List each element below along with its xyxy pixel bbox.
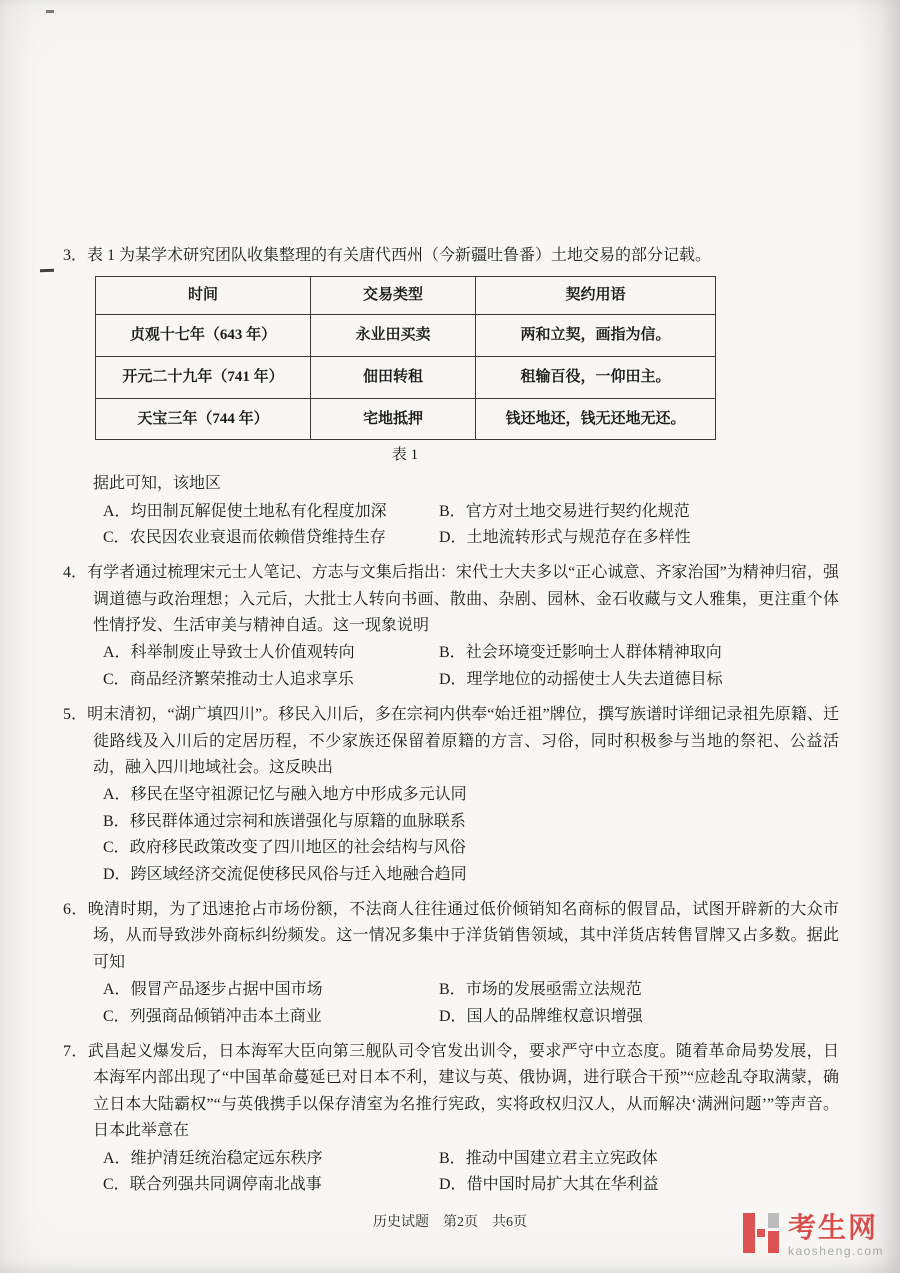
table-cell: 贞观十七年（643 年）: [96, 315, 311, 357]
option-d: [439, 1172, 839, 1198]
table-cell: 租输百役，一仰田主。: [476, 356, 716, 398]
option-d: [439, 667, 839, 693]
question-4: [63, 560, 839, 693]
option-c: [103, 835, 839, 861]
option-label: B．: [439, 981, 466, 999]
option-label: B．: [439, 644, 466, 662]
option-text: 商品经济繁荣推动士人追求享乐: [129, 670, 354, 688]
option-label: C．: [103, 1007, 130, 1025]
option-label: C．: [103, 528, 130, 546]
option-c: [103, 1172, 433, 1198]
table-header-row: [96, 277, 716, 315]
table-cell: 两和立契，画指为信。: [476, 315, 716, 357]
option-label: A．: [103, 1149, 131, 1167]
option-b: [439, 499, 839, 525]
kaosheng-logo-icon: [743, 1212, 779, 1259]
question-6-stem: [63, 897, 839, 976]
option-a: [103, 782, 839, 808]
question-7: [63, 1039, 839, 1198]
option-a: [103, 977, 433, 1003]
question-6: [63, 897, 839, 1030]
option-text: 均田制瓦解促使土地私有化程度加深: [130, 502, 387, 520]
question-4-text: 有学者通过梳理宋元士人笔记、方志与文集后指出：宋代士大夫多以“正心诚意、齐家治国”为精神归宿，强调道德与政治理想；入元后，大批士人转向书画、散曲、杂剧、园林、金石收藏与文人雅集，更注重个体性情抒发、生活审美与精神自适。这一现象说明: [87, 564, 839, 635]
question-3: [63, 243, 839, 551]
option-label: B．: [103, 812, 130, 830]
option-text: 假冒产品逐步占据中国市场: [130, 981, 323, 999]
question-5-text: 明末清初，“湖广填四川”。移民入川后，多在宗祠内供奉“始迁祖”牌位，撰写族谱时详细记录祖先原籍、迁徙路线及入川后的定居历程，不少家族还保留着原籍的方言、习俗，同时积极参与当地的祭祀、公益活动，融入四川地域社会。这反映出: [87, 706, 839, 777]
scan-artifact-top: [46, 10, 54, 13]
option-d: [439, 525, 839, 551]
question-3-stem: [63, 243, 839, 269]
option-text: 农民因农业衰退而依赖借贷维持生存: [129, 528, 386, 546]
option-text: 移民在坚守祖源记忆与融入地方中形成多元认同: [130, 786, 467, 804]
option-d: [103, 862, 839, 888]
question-7-text: 武昌起义爆发后，日本海军大臣向第三舰队司令官发出训令，要求严守中立态度。随着革命局势发展，日本海军内部出现了“中国革命蔓延已对日本不利，建议与英、俄协调，进行联合干预”“应趁乱夺取满蒙，确立日本大陆霸权”“与英俄携手以保存清室为名推行宪政，实将政权归汉人，从而解决‘满洲问题’”等声音。日本此举意在: [87, 1042, 839, 1140]
question-4-stem: [63, 560, 839, 639]
exam-content: [63, 243, 839, 1207]
table-cell: 开元二十九年（741 年）: [96, 356, 311, 398]
option-label: C．: [103, 1175, 130, 1193]
table-header-terms: 契约用语: [476, 277, 716, 315]
option-label: B．: [439, 502, 466, 520]
option-text: 社会环境变迁影响士人群体精神取向: [465, 644, 722, 662]
question-7-stem: [63, 1039, 839, 1145]
brand-text-column: [788, 1213, 884, 1258]
option-label: A．: [103, 502, 131, 520]
table-header-type: 交易类型: [311, 277, 476, 315]
land-transaction-table: [95, 276, 716, 440]
option-b: [439, 977, 839, 1003]
question-7-number: 7．: [63, 1042, 88, 1060]
question-6-number: 6．: [63, 901, 88, 918]
option-label: D．: [439, 670, 467, 688]
option-label: A．: [103, 786, 131, 804]
option-text: 借中国时局扩大其在华利益: [466, 1175, 659, 1193]
option-label: A．: [103, 981, 131, 999]
option-text: 维护清廷统治稳定远东秩序: [130, 1149, 323, 1167]
table-caption: 表 1: [391, 447, 419, 464]
option-label: C．: [103, 839, 130, 857]
option-a: [103, 1146, 433, 1172]
table-cell: 佃田转租: [311, 356, 476, 398]
option-text: 科举制废止导致士人价值观转向: [130, 644, 355, 662]
option-label: D．: [439, 528, 467, 546]
option-label: A．: [103, 644, 131, 662]
option-b: [439, 1146, 839, 1172]
option-label: D．: [439, 1175, 467, 1193]
table-cell: 天宝三年（744 年）: [96, 398, 311, 440]
question-7-options: [63, 1146, 839, 1199]
option-label: C．: [103, 670, 130, 688]
option-text: 列强商品倾销冲击本土商业: [129, 1007, 322, 1025]
option-text: 官方对土地交易进行契约化规范: [465, 502, 690, 520]
table-row: [96, 398, 716, 440]
option-c: [103, 1004, 433, 1030]
question-3-lead: 据此可知，该地区: [93, 475, 222, 493]
table-cell: 宅地抵押: [311, 398, 476, 440]
option-b: [439, 640, 839, 666]
question-5-options: [63, 782, 839, 888]
question-5: [63, 702, 839, 888]
option-a: [103, 499, 433, 525]
table-row: [96, 315, 716, 357]
option-c: [103, 525, 433, 551]
option-text: 推动中国建立君主立宪政体: [465, 1149, 658, 1167]
kaosheng-watermark: [743, 1212, 884, 1259]
question-6-options: [63, 977, 839, 1030]
option-text: 联合列强共同调停南北战事: [129, 1175, 322, 1193]
page-footer: 历史试题 第2页 共6页: [373, 1215, 527, 1230]
option-text: 市场的发展亟需立法规范: [465, 981, 642, 999]
table-cell: 永业田买卖: [311, 315, 476, 357]
option-text: 国人的品牌维权意识增强: [466, 1007, 643, 1025]
option-label: D．: [439, 1007, 467, 1025]
table-header-time: 时间: [96, 277, 311, 315]
question-5-number: 5．: [63, 706, 88, 724]
brand-url: kaosheng.com: [787, 1244, 884, 1259]
option-text: 移民群体通过宗祠和族谱强化与原籍的血脉联系: [129, 812, 466, 830]
option-b: [103, 809, 839, 835]
question-3-number: 3．: [63, 247, 88, 264]
option-text: 跨区域经济交流促使移民风俗与迁入地融合趋同: [130, 865, 467, 883]
option-a: [103, 640, 433, 666]
table-row: [96, 356, 716, 398]
option-text: 理学地位的动摇使士人失去道德目标: [466, 670, 723, 688]
option-c: [103, 667, 433, 693]
question-6-text: 晚清时期，为了迅速抢占市场份额，不法商人往往通过低价倾销知名商标的假冒品，试图开辟新的大众市场，从而导致涉外商标纠纷频发。这一情况多集中于洋货销售领域，其中洋货店转售冒牌又占多数。据此可知: [87, 901, 839, 971]
option-text: 土地流转形式与规范存在多样性: [466, 528, 691, 546]
option-text: 政府移民政策改变了四川地区的社会结构与风俗: [129, 839, 466, 857]
question-4-number: 4．: [63, 564, 88, 582]
question-4-options: [63, 640, 839, 693]
question-5-stem: [63, 702, 839, 781]
question-3-text: 表 1 为某学术研究团队收集整理的有关唐代西州（今新疆吐鲁番）土地交易的部分记载。: [87, 247, 712, 264]
table-cell: 钱还地还，钱无还地无还。: [476, 398, 716, 440]
option-d: [439, 1004, 839, 1030]
option-label: D．: [103, 865, 131, 883]
option-label: B．: [439, 1149, 466, 1167]
brand-name: 考生网: [787, 1212, 878, 1243]
question-3-options: [63, 499, 839, 552]
scan-artifact-dash: [40, 269, 54, 272]
